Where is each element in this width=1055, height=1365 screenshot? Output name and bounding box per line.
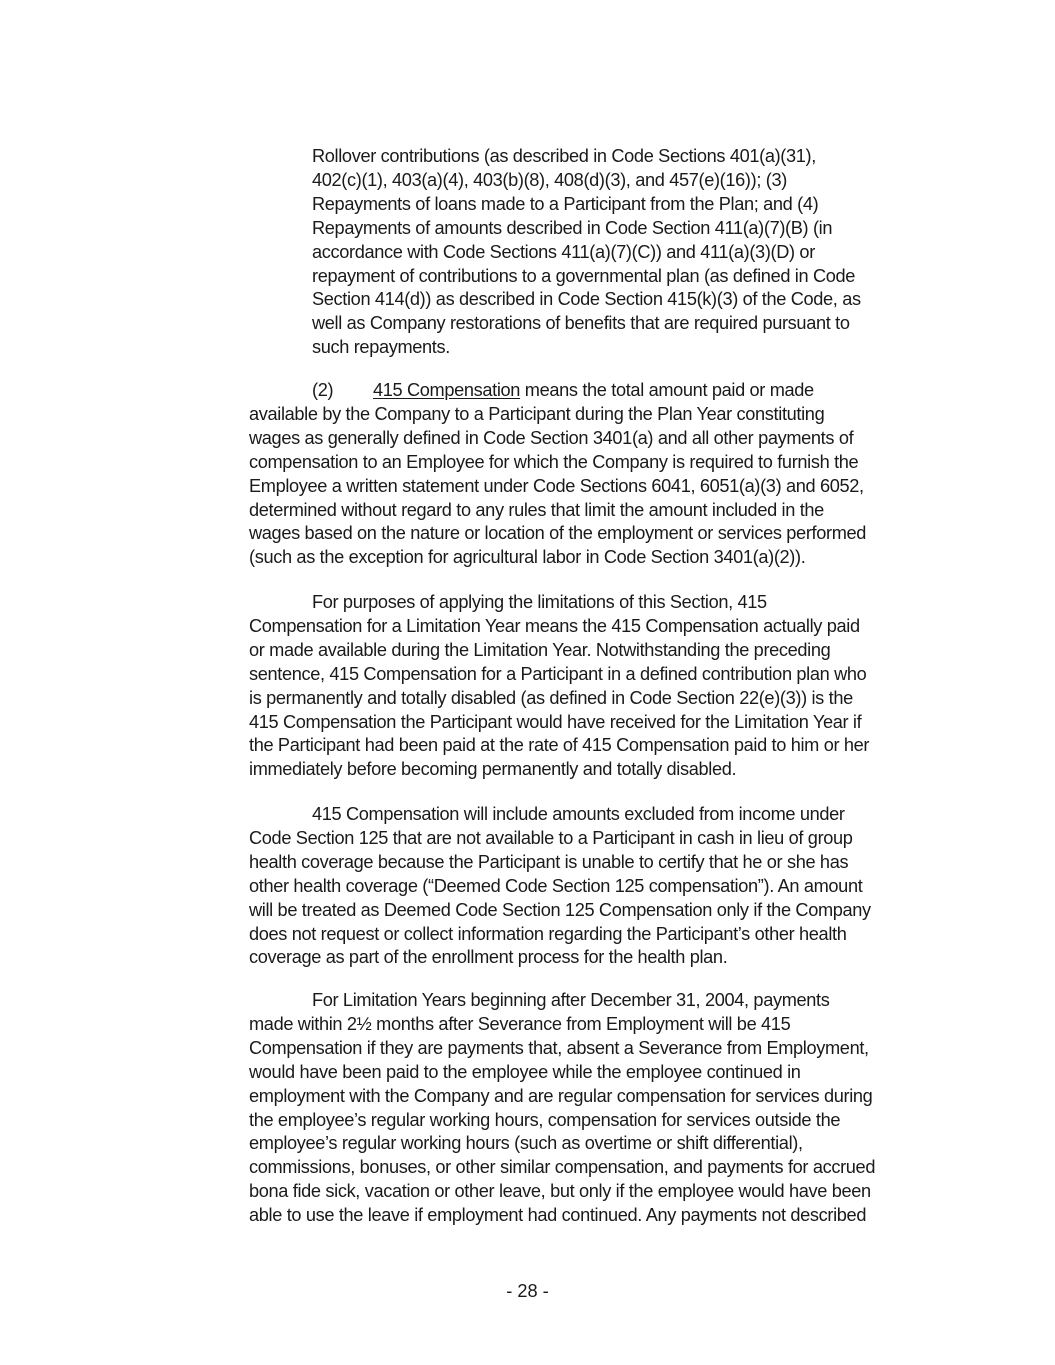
section-415-compensation-paragraph — [249, 379, 949, 570]
defined-term: 415 Compensation — [373, 380, 521, 400]
definition-text: means the total amount paid or made available by the Company to a Participant during the Plan Year constituting wages as generally defined in Code Section 3401(a) and all other payments of compensation to an Employee for which the Company is required to furnish the Employee a written statement under Code Sections 6041, 6051(a)(3) and 6052, determined without regard to any rules that limit the amount included in the wages based on the nature or location of the employment or services performed (such as the exception for agricultural labor in Code Section 3401(a)(2)). — [249, 380, 867, 568]
deemed-section-125-paragraph — [249, 803, 949, 970]
severance-payments-paragraph — [249, 989, 949, 1228]
page-number: - 28 - — [506, 1281, 549, 1301]
paragraph-text: For purposes of applying the limitations of this Section, 415 Compensation for a Limitation Year means the 415 Compensation actually paid or made available during the Limitation Year. Notwithstanding the preceding sentence, 415 Compensation for a Participant in a defined contribution plan who is permanently and totally disabled (as defined in Code Section 22(e)(3)) is the 415 Compensation the Participant would have received for the Limitation Year if the Participant had been paid at the rate of 415 Compensation paid to him or her immediately before becoming permanently and totally disabled. — [249, 592, 870, 780]
section-number: (2) — [312, 380, 334, 400]
paragraph-text: 415 Compensation will include amounts excluded from income under Code Section 125 that are not available to a Participant in cash in lieu of group health coverage because the Participant is unable to certify that he or she has other health coverage (“Deemed Code Section 125 compensation”). An amount will be treated as Deemed Code Section 125 Compensation only if the Company does not request or collect information regarding the Participant’s other health coverage as part of the enrollment process for the health plan. — [249, 804, 871, 968]
paragraph-text: For Limitation Years beginning after December 31, 2004, payments made within 2½ months after Severance from Employment will be 415 Compensation if they are payments that, absent a Severance from Employment, would have been paid to the employee while the employee continued in employment with the Company and are regular compensation for services during the employee’s regular working hours, compensation for services outside the employee’s regular working hours (such as overtime or shift differential), commissions, bonuses, or other similar compensation, and payments for accrued bona fide sick, vacation or other leave, but only if the employee would have been able to use the leave if employment had continued. Any payments not described — [249, 990, 876, 1226]
rollover-contributions-block: Rollover contributions (as described in Code Sections 401(a)(31), 402(c)(1), 403(a)(4), 403(b)(8), 408(d)(3), and 457(e)(16)); (3) Repayments of loans made to a Participant from the Plan; and (4) Repayments of amounts described in Code Section 411(a)(7)(B) (in accordance with Code Sections 411(a)(7)(C)) and 411(a)(3)(D) or repayment of contributions to a governmental plan (as defined in Code Section 414(d)) as described in Code Section 415(k)(3) of the Code, as well as Company restorations of benefits that are required pursuant to such repayments. — [312, 146, 861, 358]
limitation-purposes-paragraph — [249, 591, 949, 782]
